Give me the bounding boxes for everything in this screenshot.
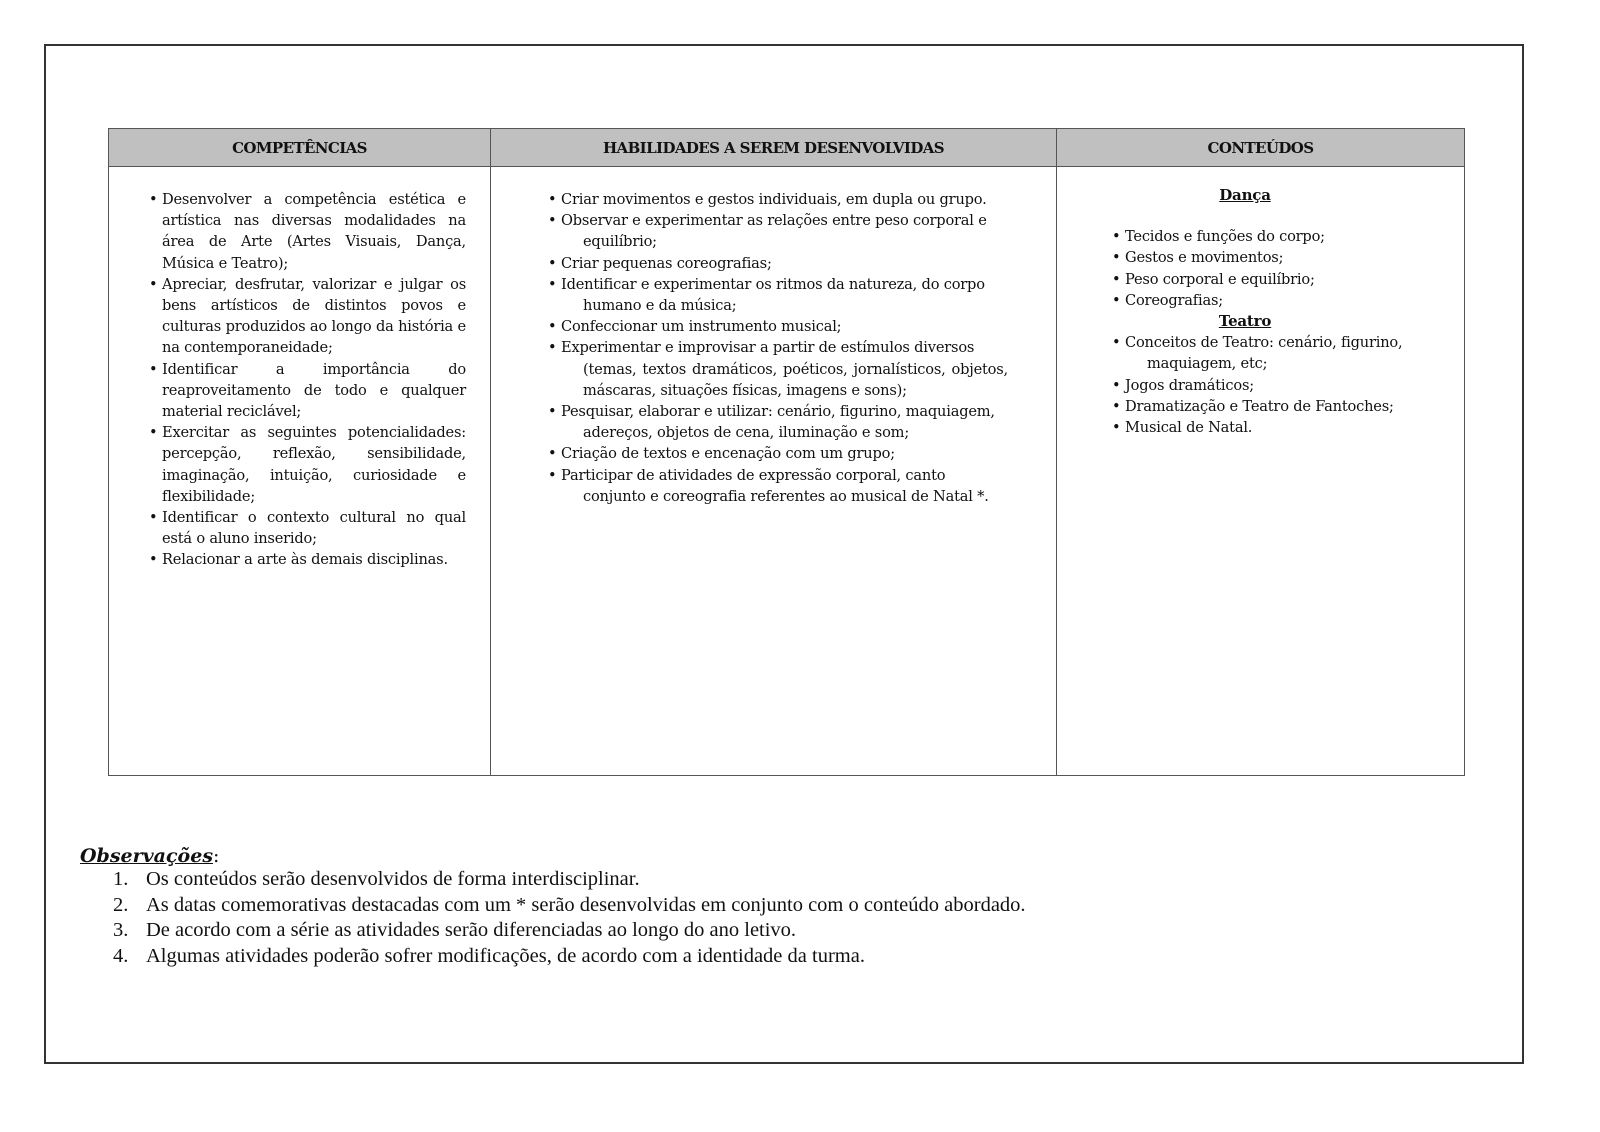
competencia-text: Identificar o contexto cultural no qual está o aluno inserido; [162,509,466,548]
observacao-number: 2. [113,893,129,916]
conteudo-text: Dramatização e Teatro de Fantoches; [1125,397,1394,415]
observacoes-section [80,845,1026,969]
list-item [548,316,1008,337]
competencia-text: Relacionar a arte às demais disciplinas. [162,551,448,569]
curriculum-table [108,128,1465,776]
list-item [548,189,1008,210]
conteudo-text: Peso corporal e equilíbrio; [1125,270,1315,288]
header-competencias: COMPETÊNCIAS [109,129,491,167]
list-item [548,401,1008,443]
observacoes-colon: : [213,845,220,867]
competencia-text: Identificar a importância do reaproveitamento de todo e qualquer material reciclável; [162,360,466,421]
observacao-text: As datas comemorativas destacadas com um * serão desenvolvidas em conjunto com o conteúdo abordado. [146,893,1026,916]
list-item [1112,417,1454,438]
habilidade-text: Experimentar e improvisar a partir de estímulos diversos [561,339,975,357]
header-conteudos: CONTEÚDOS [1057,129,1465,167]
bullet-icon: • [1112,228,1121,246]
bullet-icon: • [149,191,158,208]
bullet-icon: • [548,403,557,421]
bullet-icon: • [1112,249,1121,267]
conteudo-text: Gestos e movimentos; [1125,249,1284,267]
observacao-text: Os conteúdos serão desenvolvidos de forma interdisciplinar. [146,868,640,890]
list-item [149,274,466,359]
habilidade-text-continued: adereços, objetos de cena, iluminação e som; [583,424,910,442]
bullet-icon: • [548,318,557,336]
table-header-row [109,129,1465,167]
conteudo-text: Coreografias; [1125,291,1223,309]
list-item [548,465,1008,507]
conteudo-text: Tecidos e funções do corpo; [1125,228,1325,246]
competencia-text: Desenvolver a competência estética e artística nas diversas modalidades na área de Arte (Artes Visuais, Dança, Música e Teatro); [162,191,466,272]
competencia-text: Exercitar as seguintes potencialidades: percepção, reflexão, sensibilidade, imaginação, intuição, curiosidade e flexibilidade; [162,424,466,505]
list-item [149,422,466,507]
competencia-text: Apreciar, desfrutar, valorizar e julgar os bens artísticos de distintos povos e culturas produzidos ao longo da história e na contemporaneidade; [162,275,466,357]
bullet-icon: • [1112,270,1121,288]
bullet-icon: • [548,445,557,463]
observacao-item [80,918,1026,944]
conteudos-cell [1057,167,1465,776]
header-habilidades: HABILIDADES A SEREM DESENVOLVIDAS [491,129,1057,167]
list-item [1112,269,1454,290]
bullet-icon: • [548,191,557,208]
list-item [548,253,1008,274]
habilidades-cell [491,167,1057,776]
habilidade-text-continued: humano e da música; [583,297,737,315]
list-item [1112,332,1454,374]
list-item [548,337,1008,401]
bullet-icon: • [149,275,158,293]
habilidade-text: Criação de textos e encenação com um grupo; [561,445,895,463]
bullet-icon: • [548,275,557,293]
habilidade-text: Confeccionar um instrumento musical; [561,318,842,336]
list-item [1112,226,1454,247]
observacao-text: De acordo com a série as atividades serão diferenciadas ao longo do ano letivo. [146,919,797,941]
list-item [1112,290,1454,311]
danca-heading: Dança [1219,186,1271,204]
bullet-icon: • [149,424,158,442]
observacao-item [80,867,1026,893]
bullet-icon: • [548,254,557,272]
bullet-icon: • [548,466,557,484]
observacao-text: Algumas atividades poderão sofrer modificações, de acordo com a identidade da turma. [146,944,865,967]
habilidade-text: Criar pequenas coreografias; [561,254,772,272]
table-row [109,167,1465,776]
bullet-icon: • [149,360,158,378]
bullet-icon: • [1112,334,1121,352]
observacao-number: 3. [113,919,129,941]
conteudo-text: Musical de Natal. [1125,419,1253,437]
list-item [1112,247,1454,268]
observacao-item [80,944,1026,970]
habilidade-text: Identificar e experimentar os ritmos da natureza, do corpo [561,275,985,293]
bullet-icon: • [548,339,557,357]
list-item [149,359,466,423]
list-item [149,549,466,570]
bullet-icon: • [1112,419,1121,437]
observacao-item [80,893,1026,919]
teatro-heading: Teatro [1218,312,1272,331]
list-item [149,507,466,549]
habilidade-text: Participar de atividades de expressão corporal, canto [561,466,946,484]
competencias-cell [109,167,491,776]
observacao-number: 4. [113,944,129,967]
habilidade-text-continued: equilíbrio; [583,233,657,251]
habilidade-text: Pesquisar, elaborar e utilizar: cenário, figurino, maquiagem, [561,403,995,421]
habilidade-text: Observar e experimentar as relações entre peso corporal e [561,212,987,230]
observacoes-title: Observações [80,845,214,867]
list-item [1112,396,1454,417]
habilidade-text-continued: (temas, textos dramáticos, poéticos, jornalísticos, objetos, máscaras, situações físicas, imagens e sons); [583,360,1008,399]
habilidade-text: Criar movimentos e gestos individuais, em dupla ou grupo. [561,191,987,208]
conteudo-text-continued: maquiagem, etc; [1147,355,1268,373]
list-item [548,443,1008,464]
conteudo-text: Jogos dramáticos; [1125,376,1254,394]
list-item [548,274,1008,316]
conteudo-text: Conceitos de Teatro: cenário, figurino, [1125,334,1403,352]
bullet-icon: • [149,509,158,527]
bullet-icon: • [149,551,158,569]
bullet-icon: • [1112,376,1121,394]
bullet-icon: • [1112,291,1121,309]
bullet-icon: • [1112,397,1121,415]
bullet-icon: • [548,212,557,230]
list-item [1112,375,1454,396]
list-item [149,189,466,274]
list-item [548,210,1008,252]
habilidade-text-continued: conjunto e coreografia referentes ao musical de Natal *. [583,487,989,505]
observacao-number: 1. [113,868,129,890]
